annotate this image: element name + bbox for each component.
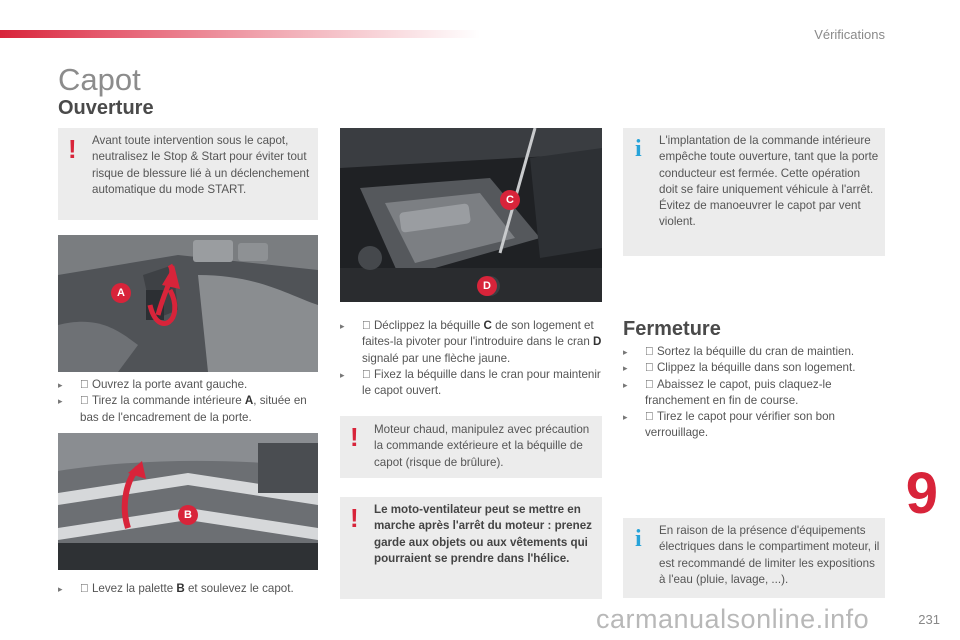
list-item: 󰿠 ▸ Sortez la béquille du cran de maintien. [623,344,885,360]
arrow-bullet-icon: 󰿠 ▸ [340,369,345,380]
label-b-badge: B [178,505,198,525]
watermark: carmanualsonline.info [596,604,870,634]
arrow-bullet-icon: 󰿠 ▸ [623,379,628,390]
label-c-badge: C [500,190,520,210]
info-icon: i [635,526,642,552]
page-title: Capot [58,62,141,97]
list-item: 󰿠 ▸ Levez la palette B et soulevez le capot. [58,581,320,597]
photo-engine-bay [340,128,602,302]
exclamation-icon: ! [350,503,359,533]
section-header: Vérifications [814,27,885,42]
step-lever [58,581,320,597]
warning-text: Avant toute intervention sous le capot, neutralisez le Stop & Start pour éviter tout risque de blessure lié à un déclenchement automatique du mode START. [92,134,310,196]
section-title-opening: Ouverture [58,97,154,119]
steps-prop-rod [340,318,602,399]
exclamation-icon: ! [68,134,77,164]
arrow-bullet-icon: 󰿠 ▸ [623,347,628,357]
photo-front-grille [58,433,318,570]
warning-text: Moteur chaud, manipulez avec précaution la commande extérieure et la béquille de capot (risque de brûlure). [374,423,590,469]
list-item: 󰿠 ▸ Tirez le capot pour vérifier son bon verrouillage. [623,409,885,442]
page-number: 231 [918,612,940,627]
list-item: 󰿠 ▸ Déclippez la béquille C de son logement et faites-la pivoter pour l'introduire dans le cran D signalé par une flèche jaune. [340,318,602,367]
steps-open-door [58,377,320,426]
warning-box-stop-start [58,128,318,220]
arrow-bullet-icon: 󰿠 ▸ [340,321,345,331]
info-icon: i [635,136,642,162]
warning-text: Le moto-ventilateur peut se mettre en marche après l'arrêt du moteur : prenez garde aux objets ou aux vêtements qui pourraient se prendre dans l'hélice. [374,503,592,565]
list-item: 󰿠 ▸ Ouvrez la porte avant gauche. [58,377,320,393]
warning-box-hot-engine [340,416,602,478]
info-text: L'implantation de la commande intérieure empêche toute ouverture, tant que la porte conducteur est fermée. Cette opération doit se faire uniquement véhicule à l'arrêt. Évitez de manoeuvrer le capot par vent violent. [659,134,879,229]
label-a-badge: A [111,283,131,303]
steps-closing [623,344,885,442]
arrow-bullet-icon: 󰿠 ▸ [623,363,628,374]
label-d-badge: D [477,276,497,296]
list-item: 󰿠 ▸ Abaissez le capot, puis claquez-le franchement en fin de course. [623,377,885,410]
photo-interior-release [58,235,318,372]
header-accent-bar [0,30,480,38]
arrow-bullet-icon: 󰿠 ▸ [58,396,63,407]
list-item: 󰿠 ▸ Tirez la commande intérieure A, située en bas de l'encadrement de la porte. [58,393,320,426]
info-box-interior-control [623,128,885,256]
arrow-bullet-icon: 󰿠 ▸ [58,380,63,390]
list-item: 󰿠 ▸ Clippez la béquille dans son logement. [623,360,885,376]
chapter-number: 9 [905,461,938,526]
arrow-bullet-icon: 󰿠 ▸ [58,584,63,594]
info-text: En raison de la présence d'équipements électriques dans le compartiment moteur, il est recommandé de limiter les expositions à l'eau (pluie, lavage, ...). [659,524,880,586]
arrow-bullet-icon: 󰿠 ▸ [623,412,628,423]
info-box-water-exposure [623,518,885,598]
warning-box-fan [340,497,602,599]
list-item: 󰿠 ▸ Fixez la béquille dans le cran pour maintenir le capot ouvert. [340,367,602,400]
exclamation-icon: ! [350,422,359,452]
section-title-closing: Fermeture [623,318,721,340]
